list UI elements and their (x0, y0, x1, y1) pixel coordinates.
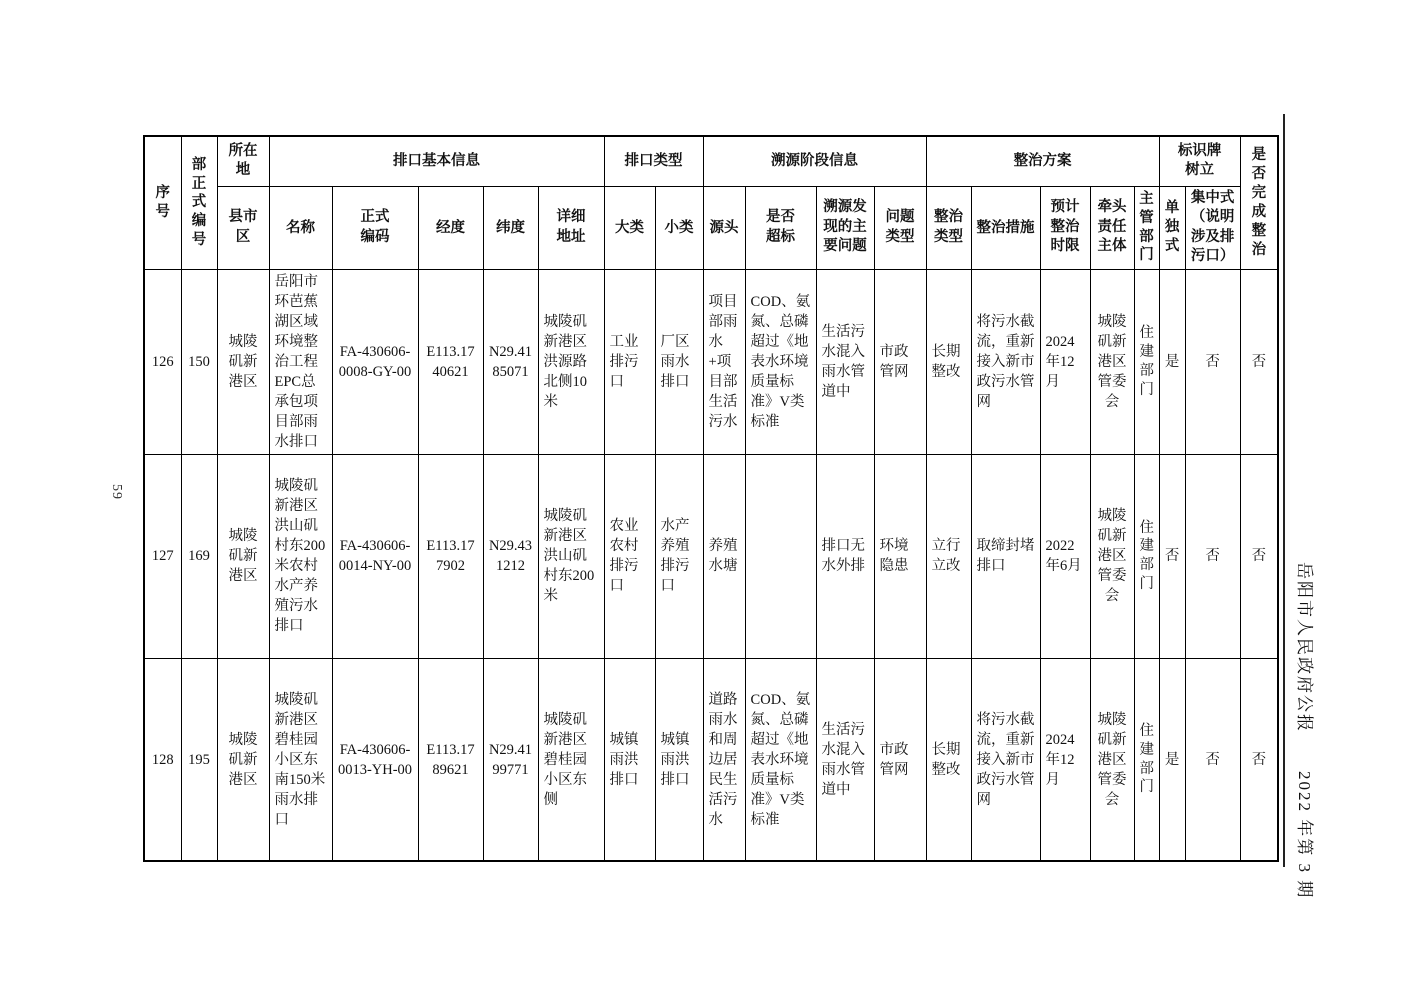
cell-lead: 城陵矶新港区管委会 (1090, 454, 1134, 658)
col-header-exceed: 是否超标 (745, 186, 816, 269)
cell-issue-type: 市政管网 (874, 269, 926, 454)
group-header-outlet-type: 排口类型 (604, 136, 703, 186)
col-header-major: 大类 (604, 186, 655, 269)
cell-fix-type: 长期整改 (926, 269, 971, 454)
group-header-location: 所在地 (217, 136, 269, 186)
cell-seq: 127 (144, 454, 181, 658)
gazette-side-caption: 岳阳市人民政府公报 2022 年第 3 期 (1295, 562, 1314, 900)
col-header-dept: 主管部门 (1134, 186, 1159, 269)
cell-name: 城陵矶新港区碧桂园小区东南150米雨水排口 (269, 658, 332, 861)
cell-dept: 住建部门 (1134, 269, 1159, 454)
cell-minor: 水产养殖排污口 (655, 454, 703, 658)
cell-dept: 住建部门 (1134, 454, 1159, 658)
group-header-basic-info: 排口基本信息 (269, 136, 604, 186)
cell-county: 城陵矶新港区 (217, 454, 269, 658)
side-rule (1283, 114, 1285, 867)
col-header-issue: 溯源发现的主要问题 (816, 186, 874, 269)
cell-address: 城陵矶新港区洪源路北侧10米 (538, 269, 604, 454)
col-header-lead: 牵头责任主体 (1090, 186, 1134, 269)
cell-source: 项目部雨水+项目部生活污水 (703, 269, 745, 454)
cell-code: FA-430606-0014-NY-00 (332, 454, 418, 658)
cell-source: 道路雨水和周边居民生活污水 (703, 658, 745, 861)
col-header-lon: 经度 (418, 186, 483, 269)
cell-ministry-no: 150 (181, 269, 217, 454)
group-header-tracing: 溯源阶段信息 (703, 136, 926, 186)
group-header-sign: 标识牌树立 (1159, 136, 1240, 186)
col-header-code: 正式编码 (332, 186, 418, 269)
cell-county: 城陵矶新港区 (217, 269, 269, 454)
col-header-lat: 纬度 (483, 186, 538, 269)
col-header-county: 县市区 (217, 186, 269, 269)
cell-single: 是 (1159, 269, 1185, 454)
col-header-fix-type: 整治类型 (926, 186, 971, 269)
cell-code: FA-430606-0008-GY-00 (332, 269, 418, 454)
cell-done: 否 (1240, 269, 1278, 454)
col-header-address: 详细地址 (538, 186, 604, 269)
cell-deadline: 2022年6月 (1040, 454, 1090, 658)
cell-major: 城镇雨洪排口 (604, 658, 655, 861)
cell-exceed: COD、氨氮、总磷超过《地表水环境质量标准》V类标准 (745, 658, 816, 861)
table-row (144, 269, 1278, 454)
cell-lat: N29.431212 (483, 454, 538, 658)
cell-deadline: 2024年12月 (1040, 658, 1090, 861)
cell-deadline: 2024年12月 (1040, 269, 1090, 454)
cell-seq: 126 (144, 269, 181, 454)
cell-measure: 将污水截流，重新接入新市政污水管网 (971, 269, 1040, 454)
col-header-ministry-no: 部正式编号 (181, 136, 217, 269)
cell-issue-type: 环境隐患 (874, 454, 926, 658)
cell-seq: 128 (144, 658, 181, 861)
cell-source: 养殖水塘 (703, 454, 745, 658)
header-sub-row (144, 186, 1278, 269)
page-number: 59 (109, 484, 124, 500)
table-row (144, 454, 1278, 658)
cell-lat: N29.4185071 (483, 269, 538, 454)
cell-exceed: COD、氨氮、总磷超过《地表水环境质量标准》V类标准 (745, 269, 816, 454)
cell-central: 否 (1185, 454, 1240, 658)
cell-measure: 将污水截流，重新接入新市政污水管网 (971, 658, 1040, 861)
cell-single: 是 (1159, 658, 1185, 861)
cell-major: 工业排污口 (604, 269, 655, 454)
cell-address: 城陵矶新港区洪山矶村东200米 (538, 454, 604, 658)
cell-issue: 排口无水外排 (816, 454, 874, 658)
cell-lat: N29.4199771 (483, 658, 538, 861)
cell-county: 城陵矶新港区 (217, 658, 269, 861)
cell-fix-type: 长期整改 (926, 658, 971, 861)
cell-lead: 城陵矶新港区管委会 (1090, 658, 1134, 861)
cell-minor: 厂区雨水排口 (655, 269, 703, 454)
cell-issue: 生活污水混入雨水管道中 (816, 658, 874, 861)
outlet-remediation-table (143, 135, 1279, 862)
col-header-seq: 序号 (144, 136, 181, 269)
cell-address: 城陵矶新港区碧桂园小区东侧 (538, 658, 604, 861)
cell-issue: 生活污水混入雨水管道中 (816, 269, 874, 454)
table-row (144, 658, 1278, 861)
cell-fix-type: 立行立改 (926, 454, 971, 658)
cell-name: 岳阳市环芭蕉湖区域环境整治工程EPC总承包项目部雨水排口 (269, 269, 332, 454)
cell-code: FA-430606-0013-YH-00 (332, 658, 418, 861)
cell-exceed (745, 454, 816, 658)
header-group-row (144, 136, 1278, 186)
col-header-minor: 小类 (655, 186, 703, 269)
col-header-deadline: 预计整治时限 (1040, 186, 1090, 269)
cell-lead: 城陵矶新港区管委会 (1090, 269, 1134, 454)
cell-done: 否 (1240, 658, 1278, 861)
cell-ministry-no: 195 (181, 658, 217, 861)
cell-name: 城陵矶新港区洪山矶村东200米农村水产养殖污水排口 (269, 454, 332, 658)
cell-ministry-no: 169 (181, 454, 217, 658)
col-header-measure: 整治措施 (971, 186, 1040, 269)
cell-minor: 城镇雨洪排口 (655, 658, 703, 861)
cell-lon: E113.177902 (418, 454, 483, 658)
col-header-single: 单独式 (1159, 186, 1185, 269)
cell-single: 否 (1159, 454, 1185, 658)
cell-lon: E113.1789621 (418, 658, 483, 861)
cell-central: 否 (1185, 269, 1240, 454)
cell-done: 否 (1240, 454, 1278, 658)
cell-central: 否 (1185, 658, 1240, 861)
col-header-central: 集中式（说明涉及排污口） (1185, 186, 1240, 269)
group-header-plan: 整治方案 (926, 136, 1159, 186)
col-header-issue-type: 问题类型 (874, 186, 926, 269)
cell-measure: 取缔封堵排口 (971, 454, 1040, 658)
cell-lon: E113.1740621 (418, 269, 483, 454)
col-header-source: 源头 (703, 186, 745, 269)
col-header-completed: 是否完成整治 (1240, 136, 1278, 269)
cell-issue-type: 市政管网 (874, 658, 926, 861)
cell-dept: 住建部门 (1134, 658, 1159, 861)
col-header-name: 名称 (269, 186, 332, 269)
cell-major: 农业农村排污口 (604, 454, 655, 658)
